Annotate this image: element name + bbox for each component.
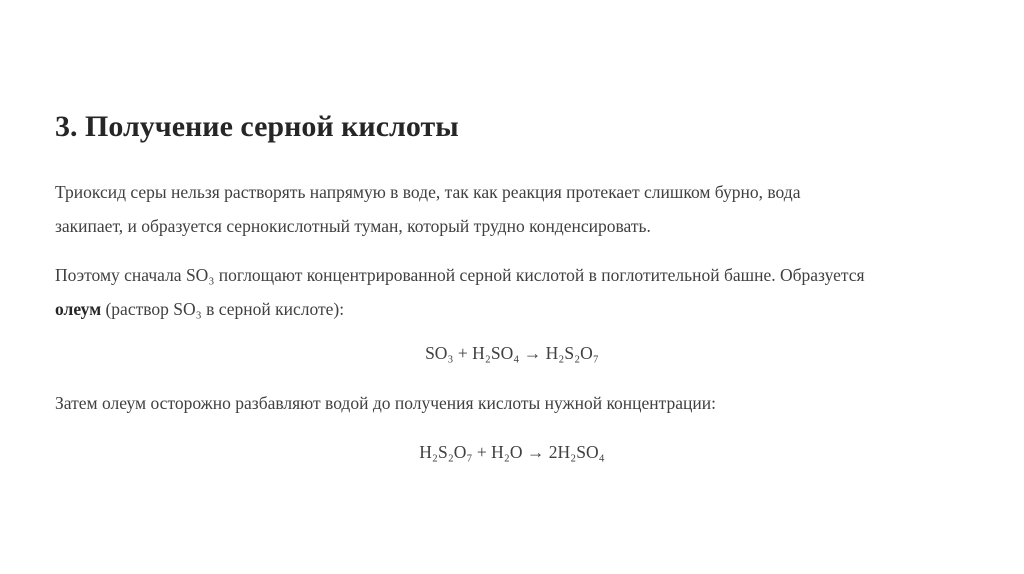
- paragraph-absorption: [55, 258, 975, 326]
- equation-oleum-formation: SO₃ + H₂SO₄ → H₂S₂O₇: [425, 343, 599, 363]
- slide-title: 3. Получение серной кислоты: [55, 110, 459, 143]
- paragraph-absorption-line-1: Поэтому сначала SO₃ поглощают концентрированной серной кислотой в поглотительной башне. Образуется: [55, 265, 865, 285]
- term-oleum: олеум: [55, 299, 102, 319]
- equation-dilution: H₂S₂O₇ + H₂O → 2H₂SO₄: [419, 442, 605, 462]
- paragraph-intro-line-1: Триоксид серы нельзя растворять напрямую в воде, так как реакция протекает слишком бурно, вода: [55, 182, 801, 202]
- paragraph-intro: [55, 175, 975, 243]
- paragraph-absorption-line-2: [55, 292, 975, 326]
- paragraph-dilution-line-1: Затем олеум осторожно разбавляют водой до получения кислоты нужной концентрации:: [55, 393, 717, 413]
- paragraph-intro-line-2: закипает, и образуется сернокислотный туман, который трудно конденсировать.: [55, 216, 651, 236]
- paragraph-absorption-line-2-rest: (раствор SO₃ в серной кислоте):: [101, 299, 345, 319]
- paragraph-dilution: [55, 386, 975, 420]
